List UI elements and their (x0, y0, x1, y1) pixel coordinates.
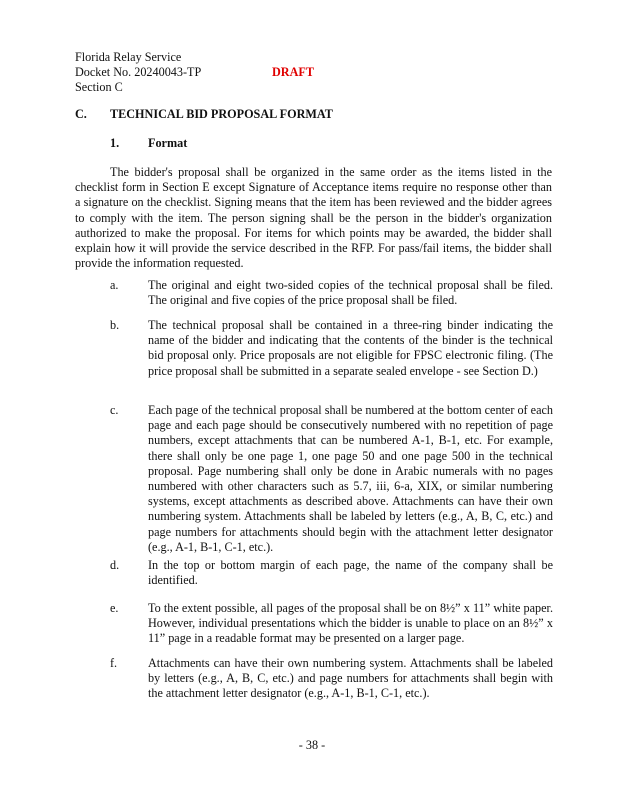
section-letter: C. (75, 107, 87, 121)
subsection-number: 1. (110, 136, 120, 150)
header-docket-number: Docket No. 20240043-TP (75, 65, 202, 79)
item-letter-c: c. (110, 403, 119, 417)
item-letter-b: b. (110, 318, 120, 332)
section-title: TECHNICAL BID PROPOSAL FORMAT (110, 107, 333, 121)
item-letter-f: f. (110, 656, 118, 670)
item-text-d: In the top or bottom margin of each page, the name of the company shall be identified. (148, 558, 553, 588)
page-number: - 38 - (298, 738, 326, 752)
item-letter-e: e. (110, 601, 119, 615)
item-letter-a: a. (110, 278, 119, 292)
item-letter-d: d. (110, 558, 120, 572)
subsection-title: Format (148, 136, 188, 150)
item-text-a: The original and eight two-sided copies of the technical proposal shall be filed. The original and five copies of the price proposal shall be filed. (148, 278, 553, 308)
item-text-c: Each page of the technical proposal shall be numbered at the bottom center of each page and each page should be consecutively numbered with no repetition of page numbers, except attachments that can be numbered A-1, B-1, etc. For example, there shall only be one page 1, one page 50 and one page 500 in the technical proposal. Page numbering shall only be done in Arabic numerals with no pages numbered with other characters such as 5.7, iii, 6-a, XIX, or similar numbering systems, except attachments as described above. Attachments can have their own numbering system. Attachments shall be labeled by letters (e.g., A, B, C, etc.) and page numbers for attachments should begin with the attachment letter designator (e.g., A-1, B-1, C-1, etc.). (148, 403, 553, 554)
header-section: Section C (75, 80, 123, 94)
item-text-b: The technical proposal shall be contained in a three-ring binder indicating the name of the bidder and indicating that the contents of the binder is the technical bid proposal only. Price proposals are not eligible for FPSC electronic filing. (The price proposal shall be submitted in a separate sealed envelope - see Section D.) (148, 318, 553, 378)
item-text-e: To the extent possible, all pages of the proposal shall be on 8½” x 11” white paper. However, individual presentations which the bidder is unable to place on an 8½” x 11” page in a readable format may be presented on a larger page. (148, 601, 553, 646)
intro-paragraph: The bidder's proposal shall be organized in the same order as the items listed in the checklist form in Section E except Signature of Acceptance items require no response other than a signature on the checklist. Signing means that the item has been reviewed and the bidder agrees to comply with the item. The person signing shall be the person in the bidder's organization authorized to make the proposal. For items for which points may be awarded, the bidder shall explain how it will provide the service described in the RFP. For pass/fail items, the bidder shall provide the information requested. (75, 165, 552, 271)
item-text-f: Attachments can have their own numbering system. Attachments shall be labeled by letters (e.g., A, B, C, etc.) and page numbers for attachments shall begin with the attachment letter designator (e.g., A-1, B-1, C-1, etc.). (148, 656, 553, 701)
draft-label: DRAFT (272, 65, 314, 79)
header-line-1: Florida Relay Service (75, 50, 182, 64)
